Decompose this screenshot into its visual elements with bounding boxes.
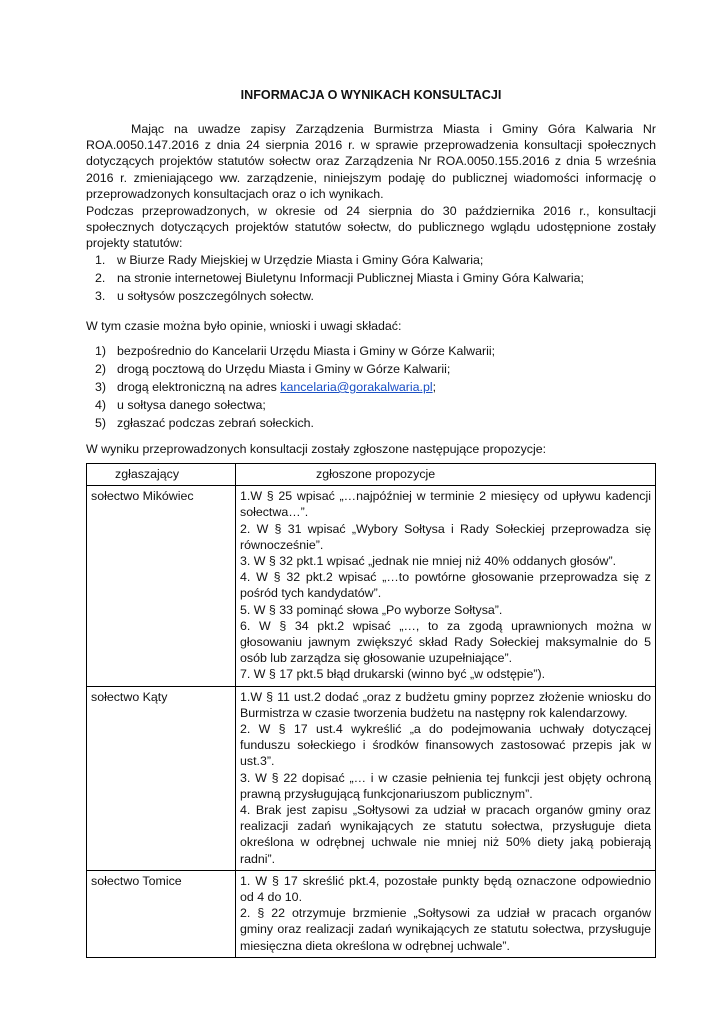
- list-item: [86, 361, 656, 379]
- proposal-item: 3. W § 22 dopisać „… i w czasie pełnienia tej funkcji jest objęty ochroną prawną przysługującą funkcjonariuszom publicznym”.: [240, 770, 651, 801]
- list-text: u sołtysów poszczególnych sołectw.: [117, 289, 314, 303]
- proposal-item: 5. W § 33 pominąć słowa „Po wyborze Sołtysa”.: [240, 602, 503, 617]
- table-row: [87, 686, 656, 870]
- proposal-item: 2. § 22 otrzymuje brzmienie „Sołtysowi za udział w pracach organów gminy oraz realizacji zadań wynikających ze statutu sołectwa, przysługuje miesięczna dieta określona w odrębnej uchwale”.: [240, 906, 651, 953]
- list-text: w Biurze Rady Miejskiej w Urzędzie Miasta i Gminy Góra Kalwaria;: [117, 253, 484, 267]
- places-list: [86, 252, 656, 306]
- submitter-cell: sołectwo Kąty: [87, 686, 236, 870]
- list-number: 1): [95, 344, 107, 358]
- list-number: 4): [95, 398, 107, 412]
- proposal-item: 1. W § 17 skreślić pkt.4, pozostałe punkty będą oznaczone odpowiednio od 4 do 10.: [240, 873, 651, 905]
- list-text: bezpośrednio do Kancelarii Urzędu Miasta i Gminy w Górze Kalwarii;: [117, 344, 496, 358]
- intro-paragraph: Mając na uwadze zapisy Zarządzenia Burmistrza Miasta i Gminy Góra Kalwaria Nr ROA.0050.147.2016 z dnia 24 sierpnia 2016 r. w sprawie przeprowadzenia konsultacji społecznych dotyczących projektów statutów sołectw oraz Zarządzenia Nr ROA.0050.155.2016 z dnia 5 września 2016 r. zmieniającego ww. zarządzenie, niniejszym podaję do publicznej wiadomości informację o przeprowadzonych konsultacjach oraz o ich wynikach.: [86, 122, 656, 201]
- email-link[interactable]: kancelaria@gorakalwaria.pl: [280, 380, 433, 394]
- list-item: [86, 270, 656, 288]
- list-text: zgłaszać podczas zebrań sołeckich.: [117, 416, 314, 430]
- document-title: INFORMACJA O WYNIKACH KONSULTACJI: [240, 88, 502, 102]
- table-header-row: [87, 464, 656, 486]
- proposal-item: 7. W § 17 pkt.5 błąd drukarski (winno być „w odstępie”).: [240, 667, 546, 682]
- results-lead: W wyniku przeprowadzonych konsultacji zostały zgłoszone następujące propozycje:: [86, 442, 547, 456]
- submitter-cell: sołectwo Mikówiec: [87, 486, 236, 686]
- proposal-item: 4. W § 32 pkt.2 wpisać „…to powtórne głosowanie przeprowadza się z pośród tych kandydatów”.: [240, 570, 651, 601]
- methods-list: [86, 343, 656, 433]
- list-item: [86, 397, 656, 415]
- list-item: [86, 379, 656, 397]
- proposal-item: 3. W § 32 pkt.1 wpisać „jednak nie mniej niż 40% oddanych głosów”.: [240, 554, 617, 569]
- list-text: drogą pocztową do Urzędu Miasta i Gminy w Górze Kalwarii;: [117, 362, 451, 376]
- opinions-lead: W tym czasie można było opinie, wnioski i uwagi składać:: [86, 319, 402, 333]
- list-number: 1.: [95, 253, 106, 267]
- table-row: [87, 870, 656, 957]
- proposal-item: 1.W § 11 ust.2 dodać „oraz z budżetu gminy poprzez złożenie wniosku do Burmistrza w czasie tworzenia budżetu na następny rok kalendarzowy.: [240, 689, 651, 720]
- proposal-item: 1.W § 25 wpisać „…najpóźniej w terminie 2 miesięcy od upływu kadencji sołectwa…”.: [240, 489, 651, 520]
- list-item: [86, 252, 656, 270]
- proposal-item: 4. Brak jest zapisu „Sołtysowi za udział w pracach organów gminy oraz realizacji zadań wynikających ze statutu sołectwa, przysługuje dieta określona w odrębnej uchwale nie mniej niż 50% diety jaką pobierają radni”.: [240, 803, 651, 866]
- list-text-suffix: ;: [432, 380, 437, 394]
- column-header-proposals: zgłoszone propozycje: [236, 464, 656, 486]
- list-number: 2.: [95, 271, 106, 285]
- list-number: 3): [95, 380, 107, 394]
- proposals-cell: [236, 486, 656, 686]
- proposal-item: 6. W § 34 pkt.2 wpisać „…, to za zgodą uprawnionych można w głosowaniu jawnym zwiększyć skład Rady Sołeckiej maksymalnie do 5 osób lub zarządza się głosowanie uzupełniające”.: [240, 618, 651, 666]
- proposal-item: 2. W § 31 wpisać „Wybory Sołtysa i Rady Sołeckiej przeprowadza się równocześnie”.: [240, 521, 651, 552]
- list-text: u sołtysa danego sołectwa;: [117, 398, 266, 412]
- table-row: [87, 486, 656, 686]
- list-item: [86, 415, 656, 433]
- proposals-cell: [236, 870, 656, 957]
- list-text: drogą elektroniczną na adres: [117, 380, 281, 394]
- proposals-table: [86, 463, 656, 958]
- list-number: 2): [95, 362, 107, 376]
- list-number: 5): [95, 416, 107, 430]
- column-header-submitter: zgłaszający: [87, 464, 236, 486]
- list-item: [86, 343, 656, 361]
- list-number: 3.: [95, 289, 106, 303]
- list-item: [86, 288, 656, 306]
- proposal-item: 2. W § 17 ust.4 wykreślić „a do podejmowania uchwały dotyczącej funduszu sołeckiego i środków finansowych zastosować przepis jak w ust.3”.: [240, 722, 651, 769]
- list-text: na stronie internetowej Biuletynu Informacji Publicznej Miasta i Gminy Góra Kalwaria;: [117, 271, 584, 285]
- proposals-cell: [236, 686, 656, 870]
- submitter-cell: sołectwo Tomice: [87, 870, 236, 957]
- period-paragraph: Podczas przeprowadzonych, w okresie od 24 sierpnia do 30 października 2016 r., konsultacji społecznych dotyczących projektów statutów sołectw, do publicznego wglądu udostępnione zostały projekty statutów:: [86, 204, 656, 251]
